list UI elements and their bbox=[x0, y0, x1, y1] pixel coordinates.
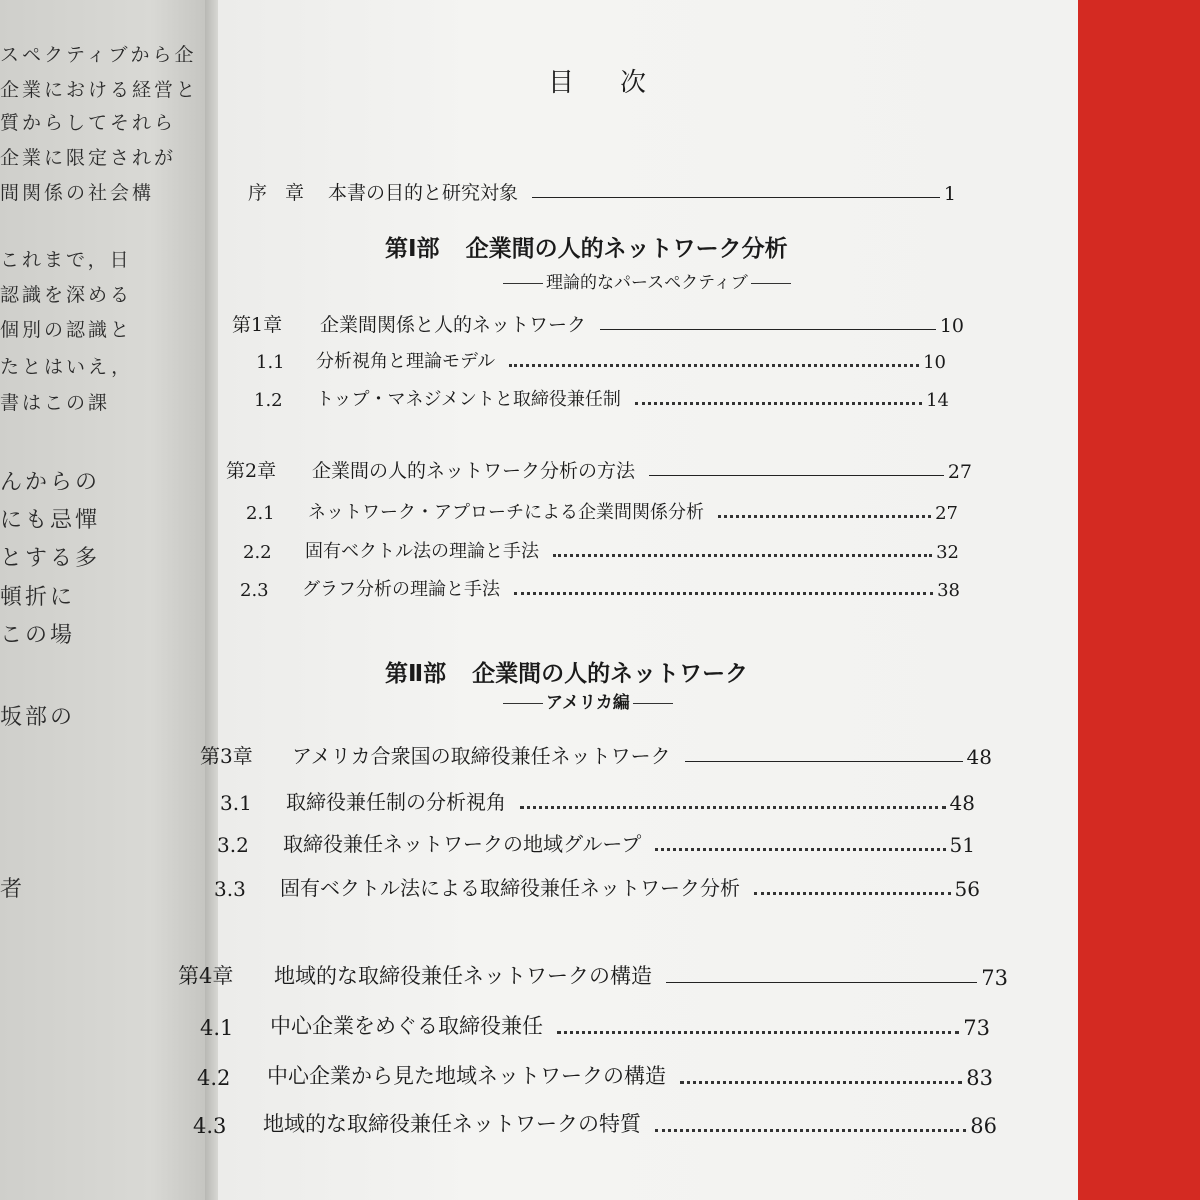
entry-title: 企業間の人的ネットワーク分析の方法 bbox=[312, 460, 636, 482]
entry-number: 第4章 bbox=[178, 964, 234, 988]
entry-page: 32 bbox=[936, 542, 959, 563]
left-page-line: 坂部の bbox=[0, 705, 76, 730]
left-page-line: 者 bbox=[0, 877, 26, 902]
leader-line bbox=[649, 475, 944, 476]
toc-entry-section bbox=[200, 1010, 990, 1040]
background-red-surface bbox=[1070, 0, 1200, 1200]
leader-dots bbox=[635, 402, 922, 405]
toc-entry-chapter-2 bbox=[226, 456, 972, 483]
entry-number: 第1章 bbox=[232, 314, 283, 336]
left-page-line: 認識を深める bbox=[0, 284, 133, 306]
toc-entry-chapter-1 bbox=[232, 310, 964, 337]
leader-dots bbox=[520, 806, 946, 809]
entry-number: 4.1 bbox=[200, 1016, 234, 1040]
left-page-line: にも忌憚 bbox=[0, 508, 101, 533]
toc-entry-section bbox=[193, 1108, 997, 1138]
toc-entry-section bbox=[254, 385, 949, 411]
entry-title: 中心企業をめぐる取締役兼任 bbox=[270, 1014, 543, 1038]
entry-page: 73 bbox=[963, 1016, 990, 1040]
leader-line bbox=[532, 197, 940, 198]
entry-page: 83 bbox=[966, 1066, 993, 1090]
entry-title: 分析視角と理論モデル bbox=[316, 351, 496, 372]
entry-page: 27 bbox=[947, 461, 972, 483]
leader-line bbox=[666, 982, 977, 983]
entry-number: 4.2 bbox=[197, 1066, 231, 1090]
entry-number: 2.2 bbox=[243, 542, 272, 563]
entry-title: 地域的な取締役兼任ネットワークの構造 bbox=[274, 964, 652, 988]
part-title: 企業間の人的ネットワーク分析 bbox=[465, 236, 788, 262]
entry-title: 固有ベクトル法による取締役兼任ネットワーク分析 bbox=[280, 876, 740, 900]
entry-page: 51 bbox=[949, 833, 975, 857]
entry-number: 3.1 bbox=[220, 791, 252, 815]
toc-entry-prologue bbox=[248, 178, 956, 205]
entry-number: 序 章 bbox=[248, 182, 311, 204]
left-page-line: 質からしてそれら bbox=[0, 112, 177, 134]
toc-entry-section bbox=[214, 872, 980, 901]
left-page-line: んからの bbox=[0, 470, 101, 495]
part-title: 企業間の人的ネットワーク bbox=[472, 661, 749, 687]
leader-line bbox=[685, 761, 963, 762]
entry-title: アメリカ合衆国の取締役兼任ネットワーク bbox=[292, 744, 671, 768]
leader-dots bbox=[557, 1031, 959, 1034]
entry-number: 3.2 bbox=[217, 833, 249, 857]
left-page-line: たとはいえ， bbox=[0, 356, 134, 378]
entry-title: 中心企業から見た地域ネットワークの構造 bbox=[267, 1064, 666, 1088]
part-label: 第Ⅰ部 bbox=[385, 236, 440, 262]
leader-dots bbox=[509, 364, 919, 367]
left-page bbox=[0, 0, 215, 1200]
entry-page: 56 bbox=[954, 877, 980, 901]
left-page-line: 書はこの課 bbox=[0, 392, 111, 414]
entry-page: 27 bbox=[935, 503, 958, 524]
part-2-subtitle: アメリカ編 bbox=[500, 688, 676, 713]
toc-entry-chapter-4 bbox=[178, 960, 1008, 990]
entry-page: 38 bbox=[937, 580, 960, 601]
entry-page: 48 bbox=[966, 745, 992, 769]
left-page-line: スペクティブから企 bbox=[0, 44, 197, 66]
leader-dots bbox=[553, 554, 932, 557]
left-page-line: 企業に限定されが bbox=[0, 147, 177, 169]
entry-number: 2.1 bbox=[246, 503, 275, 524]
entry-page: 73 bbox=[981, 966, 1008, 990]
toc-entry-section bbox=[243, 537, 959, 563]
entry-number: 2.3 bbox=[240, 580, 269, 601]
entry-number: 第3章 bbox=[200, 744, 253, 768]
toc-entry-section bbox=[256, 347, 946, 373]
entry-page: 10 bbox=[939, 315, 964, 337]
entry-number: 1.2 bbox=[254, 390, 283, 411]
toc-entry-section bbox=[197, 1060, 993, 1090]
entry-title: 企業間関係と人的ネットワーク bbox=[320, 314, 587, 336]
entry-title: 固有ベクトル法の理論と手法 bbox=[305, 541, 539, 562]
leader-dots bbox=[680, 1081, 962, 1084]
left-page-line: 間関係の社会構 bbox=[0, 182, 155, 204]
part-1-subtitle: 理論的なパースペクティブ bbox=[500, 268, 794, 293]
entry-title: 取締役兼任ネットワークの地域グループ bbox=[283, 832, 642, 856]
leader-dots bbox=[754, 892, 951, 895]
toc-title: 目次 bbox=[548, 68, 693, 98]
left-page-line: 企業における経営と bbox=[0, 79, 199, 101]
entry-title: 取締役兼任制の分析視角 bbox=[286, 790, 506, 814]
entry-page: 10 bbox=[923, 352, 946, 373]
left-page-line: この場 bbox=[0, 623, 76, 648]
entry-number: 1.1 bbox=[256, 352, 285, 373]
toc-entry-section bbox=[240, 575, 960, 601]
entry-title: ネットワーク・アプローチによる企業間関係分析 bbox=[308, 502, 704, 523]
entry-page: 14 bbox=[926, 390, 949, 411]
left-page-line: 個別の認識と bbox=[0, 319, 133, 341]
part-2-heading bbox=[385, 655, 748, 688]
entry-number: 3.3 bbox=[214, 877, 246, 901]
entry-title: 本書の目的と研究対象 bbox=[328, 182, 519, 204]
leader-dots bbox=[718, 515, 931, 518]
toc-entry-section bbox=[217, 828, 975, 857]
leader-dots bbox=[655, 848, 945, 851]
left-page-line: これまで，日 bbox=[0, 249, 132, 271]
entry-title: グラフ分析の理論と手法 bbox=[302, 579, 500, 600]
entry-title: トップ・マネジメントと取締役兼任制 bbox=[316, 389, 621, 410]
entry-page: 48 bbox=[949, 791, 975, 815]
entry-page: 1 bbox=[943, 183, 956, 205]
toc-entry-section bbox=[220, 786, 975, 815]
part-1-heading bbox=[385, 230, 788, 263]
leader-dots bbox=[514, 592, 933, 595]
left-page-line: とする多 bbox=[0, 546, 101, 571]
part-label: 第Ⅱ部 bbox=[385, 661, 447, 687]
toc-entry-section bbox=[246, 498, 958, 524]
toc-entry-chapter-3 bbox=[200, 740, 992, 769]
entry-title: 地域的な取締役兼任ネットワークの特質 bbox=[263, 1112, 641, 1136]
leader-dots bbox=[655, 1129, 966, 1132]
leader-line bbox=[600, 329, 936, 330]
entry-number: 4.3 bbox=[193, 1114, 227, 1138]
entry-number: 第2章 bbox=[226, 460, 277, 482]
left-page-line: 頓折に bbox=[0, 585, 76, 610]
entry-page: 86 bbox=[970, 1114, 997, 1138]
